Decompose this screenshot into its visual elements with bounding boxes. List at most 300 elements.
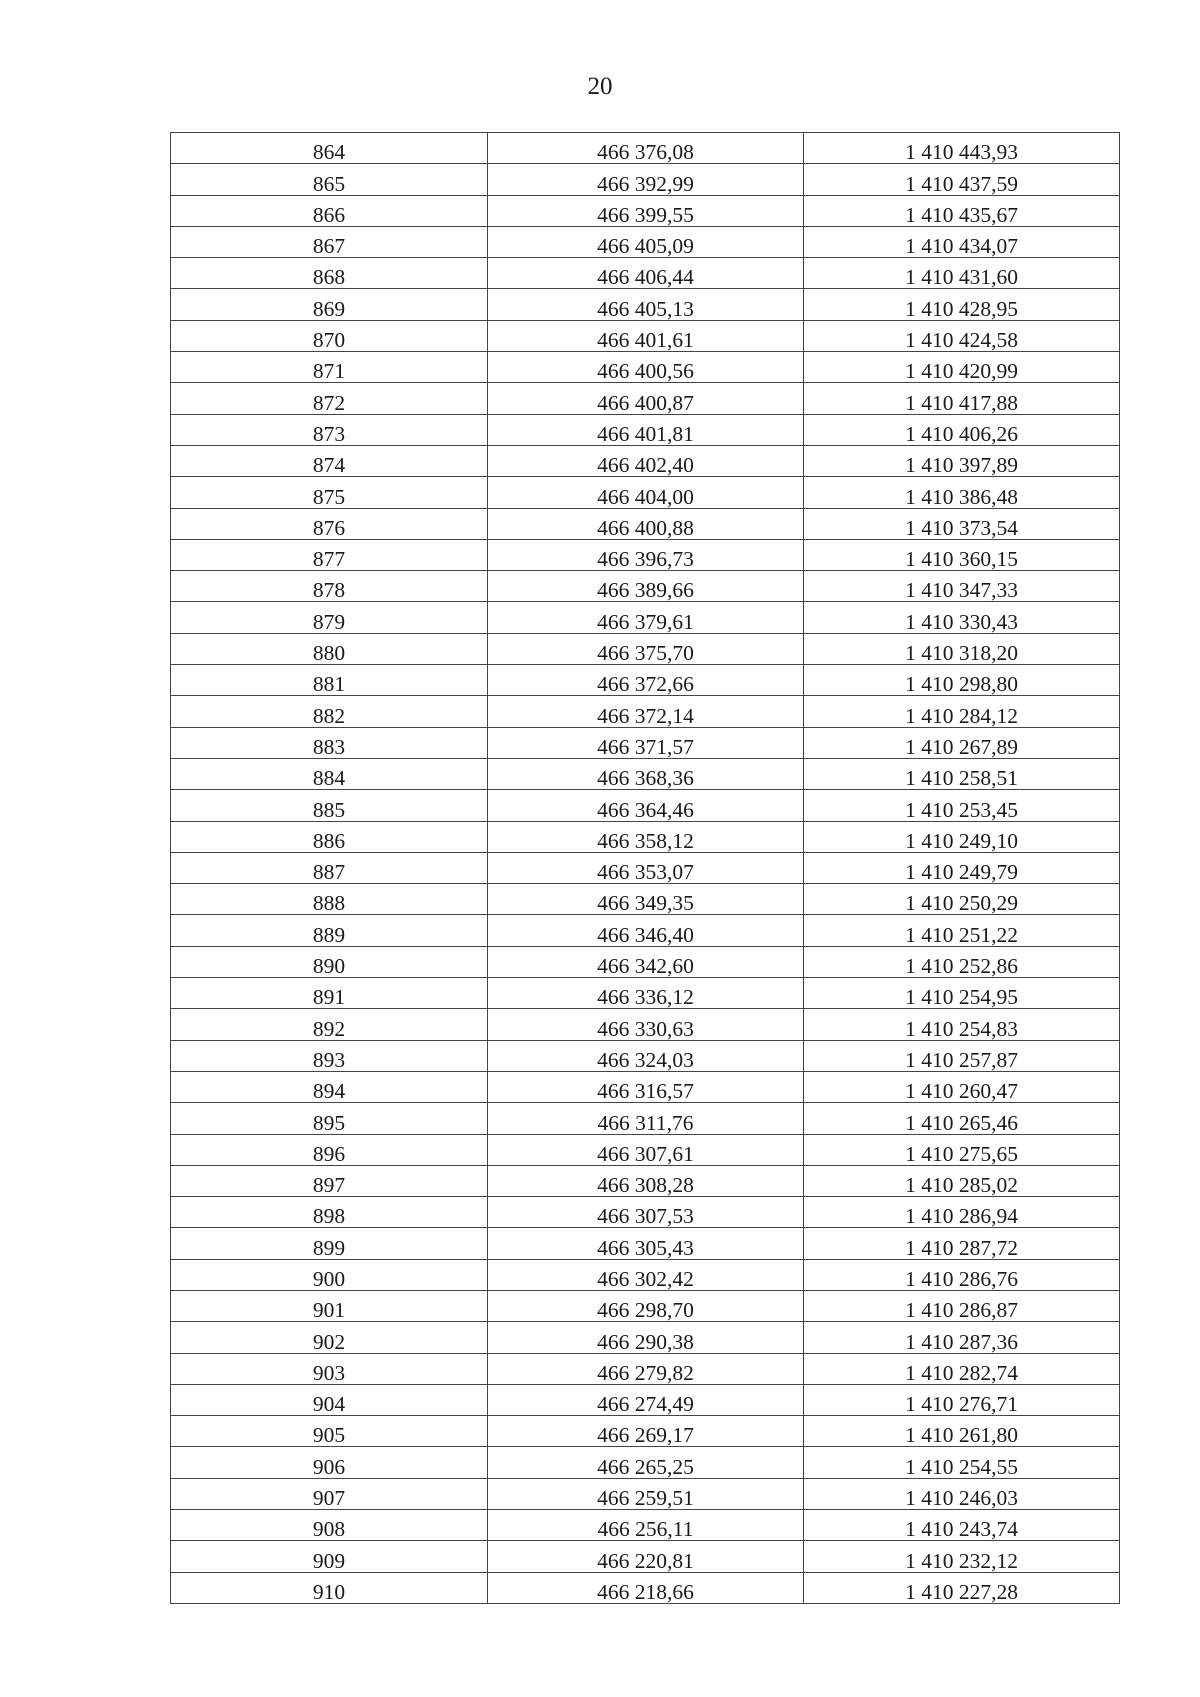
y-coordinate-text: 1 410 265,46 bbox=[905, 1110, 1018, 1135]
point-number-text: 891 bbox=[312, 985, 346, 1010]
x-coordinate-text: 466 346,40 bbox=[597, 922, 694, 947]
x-coordinate-text: 466 368,36 bbox=[597, 766, 694, 791]
y-coordinate-cell bbox=[804, 1416, 1120, 1447]
point-number-cell bbox=[171, 1259, 488, 1290]
y-coordinate-text: 1 410 251,22 bbox=[905, 922, 1018, 947]
coordinates-table-body bbox=[171, 133, 1120, 1604]
y-coordinate-cell bbox=[804, 915, 1120, 946]
x-coordinate-cell bbox=[488, 1197, 804, 1228]
x-coordinate-cell bbox=[488, 978, 804, 1009]
x-coordinate-cell bbox=[488, 1134, 804, 1165]
y-coordinate-text: 1 410 428,95 bbox=[905, 296, 1018, 321]
y-coordinate-cell bbox=[804, 1103, 1120, 1134]
point-number-cell bbox=[171, 1290, 488, 1321]
y-coordinate-text: 1 410 347,33 bbox=[905, 578, 1018, 603]
point-number-cell bbox=[171, 946, 488, 977]
table-row bbox=[171, 445, 1120, 476]
x-coordinate-text: 466 290,38 bbox=[597, 1329, 694, 1354]
point-number-text: 892 bbox=[312, 1016, 346, 1041]
table-row bbox=[171, 508, 1120, 539]
x-coordinate-cell bbox=[488, 758, 804, 789]
x-coordinate-text: 466 353,07 bbox=[597, 860, 694, 885]
y-coordinate-text: 1 410 285,02 bbox=[905, 1173, 1018, 1198]
table-row bbox=[171, 727, 1120, 758]
point-number-text: 870 bbox=[312, 328, 346, 353]
table-row bbox=[171, 320, 1120, 351]
y-coordinate-cell bbox=[804, 1165, 1120, 1196]
table-row bbox=[171, 164, 1120, 195]
point-number-text: 874 bbox=[312, 453, 346, 478]
x-coordinate-cell bbox=[488, 602, 804, 633]
point-number-cell bbox=[171, 1009, 488, 1040]
point-number-cell bbox=[171, 665, 488, 696]
point-number-text: 884 bbox=[312, 766, 346, 791]
x-coordinate-text: 466 400,56 bbox=[597, 359, 694, 384]
point-number-cell bbox=[171, 1510, 488, 1541]
y-coordinate-text: 1 410 246,03 bbox=[905, 1486, 1018, 1511]
table-row bbox=[171, 414, 1120, 445]
x-coordinate-text: 466 400,88 bbox=[597, 515, 694, 540]
point-number-text: 869 bbox=[312, 296, 346, 321]
x-coordinate-text: 466 375,70 bbox=[597, 641, 694, 666]
table-row bbox=[171, 477, 1120, 508]
x-coordinate-text: 466 399,55 bbox=[597, 202, 694, 227]
point-number-text: 876 bbox=[312, 515, 346, 540]
y-coordinate-cell bbox=[804, 1290, 1120, 1321]
table-row bbox=[171, 133, 1120, 164]
point-number-text: 907 bbox=[312, 1486, 346, 1511]
y-coordinate-text: 1 410 275,65 bbox=[905, 1141, 1018, 1166]
y-coordinate-cell bbox=[804, 1478, 1120, 1509]
y-coordinate-cell bbox=[804, 539, 1120, 570]
y-coordinate-text: 1 410 330,43 bbox=[905, 609, 1018, 634]
point-number-text: 868 bbox=[312, 265, 346, 290]
x-coordinate-cell bbox=[488, 1071, 804, 1102]
y-coordinate-text: 1 410 360,15 bbox=[905, 547, 1018, 572]
point-number-cell bbox=[171, 414, 488, 445]
point-number-cell bbox=[171, 978, 488, 1009]
y-coordinate-cell bbox=[804, 164, 1120, 195]
point-number-text: 878 bbox=[312, 578, 346, 603]
point-number-text: 902 bbox=[312, 1329, 346, 1354]
table-row bbox=[171, 1071, 1120, 1102]
x-coordinate-text: 466 358,12 bbox=[597, 828, 694, 853]
point-number-text: 872 bbox=[312, 390, 346, 415]
x-coordinate-cell bbox=[488, 414, 804, 445]
point-number-cell bbox=[171, 571, 488, 602]
point-number-text: 908 bbox=[312, 1517, 346, 1542]
point-number-cell bbox=[171, 696, 488, 727]
x-coordinate-cell bbox=[488, 633, 804, 664]
x-coordinate-cell bbox=[488, 289, 804, 320]
point-number-text: 867 bbox=[312, 234, 346, 259]
x-coordinate-cell bbox=[488, 946, 804, 977]
table-row bbox=[171, 790, 1120, 821]
point-number-text: 871 bbox=[312, 359, 346, 384]
x-coordinate-cell bbox=[488, 1447, 804, 1478]
point-number-text: 899 bbox=[312, 1235, 346, 1260]
table-row bbox=[171, 1322, 1120, 1353]
x-coordinate-text: 466 402,40 bbox=[597, 453, 694, 478]
y-coordinate-cell bbox=[804, 477, 1120, 508]
point-number-text: 875 bbox=[312, 484, 346, 509]
y-coordinate-text: 1 410 424,58 bbox=[905, 328, 1018, 353]
x-coordinate-cell bbox=[488, 1040, 804, 1071]
point-number-text: 906 bbox=[312, 1454, 346, 1479]
point-number-text: 896 bbox=[312, 1141, 346, 1166]
point-number-text: 881 bbox=[312, 672, 346, 697]
y-coordinate-cell bbox=[804, 352, 1120, 383]
point-number-cell bbox=[171, 1353, 488, 1384]
y-coordinate-cell bbox=[804, 571, 1120, 602]
point-number-text: 887 bbox=[312, 860, 346, 885]
point-number-cell bbox=[171, 539, 488, 570]
x-coordinate-cell bbox=[488, 1416, 804, 1447]
y-coordinate-text: 1 410 252,86 bbox=[905, 954, 1018, 979]
x-coordinate-text: 466 392,99 bbox=[597, 171, 694, 196]
table-row bbox=[171, 1040, 1120, 1071]
x-coordinate-cell bbox=[488, 1541, 804, 1572]
point-number-cell bbox=[171, 727, 488, 758]
x-coordinate-text: 466 371,57 bbox=[597, 734, 694, 759]
x-coordinate-cell bbox=[488, 790, 804, 821]
x-coordinate-text: 466 218,66 bbox=[597, 1579, 694, 1604]
point-number-text: 905 bbox=[312, 1423, 346, 1448]
y-coordinate-text: 1 410 386,48 bbox=[905, 484, 1018, 509]
point-number-cell bbox=[171, 1541, 488, 1572]
y-coordinate-cell bbox=[804, 1228, 1120, 1259]
x-coordinate-cell bbox=[488, 164, 804, 195]
y-coordinate-text: 1 410 282,74 bbox=[905, 1360, 1018, 1385]
point-number-cell bbox=[171, 352, 488, 383]
table-row bbox=[171, 633, 1120, 664]
y-coordinate-cell bbox=[804, 1447, 1120, 1478]
point-number-text: 898 bbox=[312, 1204, 346, 1229]
y-coordinate-text: 1 410 258,51 bbox=[905, 766, 1018, 791]
point-number-text: 885 bbox=[312, 797, 346, 822]
point-number-cell bbox=[171, 508, 488, 539]
y-coordinate-text: 1 410 434,07 bbox=[905, 234, 1018, 259]
y-coordinate-text: 1 410 267,89 bbox=[905, 734, 1018, 759]
y-coordinate-cell bbox=[804, 852, 1120, 883]
table-row bbox=[171, 978, 1120, 1009]
table-row bbox=[171, 539, 1120, 570]
point-number-cell bbox=[171, 477, 488, 508]
table-row bbox=[171, 289, 1120, 320]
x-coordinate-text: 466 256,11 bbox=[597, 1517, 694, 1542]
x-coordinate-text: 466 336,12 bbox=[597, 985, 694, 1010]
point-number-cell bbox=[171, 915, 488, 946]
point-number-cell bbox=[171, 852, 488, 883]
point-number-cell bbox=[171, 1197, 488, 1228]
point-number-cell bbox=[171, 383, 488, 414]
x-coordinate-cell bbox=[488, 445, 804, 476]
y-coordinate-cell bbox=[804, 790, 1120, 821]
point-number-cell bbox=[171, 1384, 488, 1415]
x-coordinate-text: 466 307,53 bbox=[597, 1204, 694, 1229]
x-coordinate-cell bbox=[488, 477, 804, 508]
table-row bbox=[171, 226, 1120, 257]
y-coordinate-text: 1 410 232,12 bbox=[905, 1548, 1018, 1573]
point-number-cell bbox=[171, 821, 488, 852]
y-coordinate-cell bbox=[804, 1510, 1120, 1541]
point-number-text: 909 bbox=[312, 1548, 346, 1573]
point-number-text: 883 bbox=[312, 734, 346, 759]
x-coordinate-text: 466 259,51 bbox=[597, 1486, 694, 1511]
table-row bbox=[171, 1165, 1120, 1196]
point-number-cell bbox=[171, 1478, 488, 1509]
x-coordinate-cell bbox=[488, 320, 804, 351]
table-row bbox=[171, 821, 1120, 852]
x-coordinate-text: 466 265,25 bbox=[597, 1454, 694, 1479]
x-coordinate-cell bbox=[488, 571, 804, 602]
y-coordinate-text: 1 410 435,67 bbox=[905, 202, 1018, 227]
x-coordinate-cell bbox=[488, 133, 804, 164]
y-coordinate-cell bbox=[804, 821, 1120, 852]
x-coordinate-text: 466 401,61 bbox=[597, 328, 694, 353]
point-number-text: 890 bbox=[312, 954, 346, 979]
point-number-cell bbox=[171, 1447, 488, 1478]
table-row bbox=[171, 383, 1120, 414]
x-coordinate-cell bbox=[488, 352, 804, 383]
x-coordinate-cell bbox=[488, 1103, 804, 1134]
y-coordinate-text: 1 410 287,72 bbox=[905, 1235, 1018, 1260]
y-coordinate-text: 1 410 298,80 bbox=[905, 672, 1018, 697]
y-coordinate-text: 1 410 257,87 bbox=[905, 1047, 1018, 1072]
y-coordinate-cell bbox=[804, 508, 1120, 539]
y-coordinate-cell bbox=[804, 1009, 1120, 1040]
point-number-text: 904 bbox=[312, 1392, 346, 1417]
table-row bbox=[171, 1541, 1120, 1572]
y-coordinate-cell bbox=[804, 1259, 1120, 1290]
table-row bbox=[171, 1384, 1120, 1415]
y-coordinate-cell bbox=[804, 1040, 1120, 1071]
x-coordinate-cell bbox=[488, 1290, 804, 1321]
point-number-cell bbox=[171, 1040, 488, 1071]
y-coordinate-cell bbox=[804, 884, 1120, 915]
y-coordinate-text: 1 410 254,83 bbox=[905, 1016, 1018, 1041]
x-coordinate-cell bbox=[488, 1353, 804, 1384]
point-number-cell bbox=[171, 758, 488, 789]
point-number-cell bbox=[171, 602, 488, 633]
table-row bbox=[171, 884, 1120, 915]
table-row bbox=[171, 1103, 1120, 1134]
x-coordinate-text: 466 298,70 bbox=[597, 1298, 694, 1323]
x-coordinate-text: 466 372,66 bbox=[597, 672, 694, 697]
y-coordinate-text: 1 410 406,26 bbox=[905, 421, 1018, 446]
point-number-text: 897 bbox=[312, 1173, 346, 1198]
x-coordinate-cell bbox=[488, 1009, 804, 1040]
y-coordinate-cell bbox=[804, 445, 1120, 476]
x-coordinate-text: 466 269,17 bbox=[597, 1423, 694, 1448]
x-coordinate-text: 466 376,08 bbox=[597, 140, 694, 165]
x-coordinate-text: 466 389,66 bbox=[597, 578, 694, 603]
point-number-text: 880 bbox=[312, 641, 346, 666]
y-coordinate-cell bbox=[804, 602, 1120, 633]
table-row bbox=[171, 696, 1120, 727]
table-row bbox=[171, 1009, 1120, 1040]
x-coordinate-cell bbox=[488, 1510, 804, 1541]
x-coordinate-cell bbox=[488, 539, 804, 570]
y-coordinate-cell bbox=[804, 289, 1120, 320]
y-coordinate-cell bbox=[804, 665, 1120, 696]
y-coordinate-text: 1 410 260,47 bbox=[905, 1079, 1018, 1104]
table-row bbox=[171, 1447, 1120, 1478]
table-row bbox=[171, 1197, 1120, 1228]
y-coordinate-text: 1 410 249,79 bbox=[905, 860, 1018, 885]
y-coordinate-text: 1 410 227,28 bbox=[905, 1579, 1018, 1604]
table-row bbox=[171, 195, 1120, 226]
point-number-cell bbox=[171, 320, 488, 351]
x-coordinate-text: 466 274,49 bbox=[597, 1392, 694, 1417]
point-number-text: 866 bbox=[312, 202, 346, 227]
y-coordinate-text: 1 410 437,59 bbox=[905, 171, 1018, 196]
y-coordinate-text: 1 410 420,99 bbox=[905, 359, 1018, 384]
x-coordinate-cell bbox=[488, 195, 804, 226]
point-number-cell bbox=[171, 790, 488, 821]
table-row bbox=[171, 665, 1120, 696]
x-coordinate-cell bbox=[488, 383, 804, 414]
x-coordinate-text: 466 404,00 bbox=[597, 484, 694, 509]
point-number-cell bbox=[171, 633, 488, 664]
x-coordinate-text: 466 364,46 bbox=[597, 797, 694, 822]
y-coordinate-cell bbox=[804, 1197, 1120, 1228]
point-number-text: 895 bbox=[312, 1110, 346, 1135]
point-number-text: 894 bbox=[312, 1079, 346, 1104]
x-coordinate-text: 466 311,76 bbox=[597, 1110, 694, 1135]
point-number-text: 903 bbox=[312, 1360, 346, 1385]
x-coordinate-cell bbox=[488, 727, 804, 758]
x-coordinate-cell bbox=[488, 226, 804, 257]
point-number-text: 882 bbox=[312, 703, 346, 728]
point-number-text: 900 bbox=[312, 1266, 346, 1291]
y-coordinate-text: 1 410 286,76 bbox=[905, 1266, 1018, 1291]
y-coordinate-text: 1 410 243,74 bbox=[905, 1517, 1018, 1542]
y-coordinate-text: 1 410 253,45 bbox=[905, 797, 1018, 822]
y-coordinate-text: 1 410 286,87 bbox=[905, 1298, 1018, 1323]
y-coordinate-cell bbox=[804, 1071, 1120, 1102]
point-number-text: 893 bbox=[312, 1047, 346, 1072]
x-coordinate-text: 466 342,60 bbox=[597, 954, 694, 979]
y-coordinate-text: 1 410 443,93 bbox=[905, 140, 1018, 165]
page-number: 20 bbox=[587, 73, 613, 100]
point-number-cell bbox=[171, 1071, 488, 1102]
x-coordinate-text: 466 379,61 bbox=[597, 609, 694, 634]
table-row bbox=[171, 758, 1120, 789]
x-coordinate-text: 466 349,35 bbox=[597, 891, 694, 916]
point-number-text: 889 bbox=[312, 922, 346, 947]
point-number-text: 888 bbox=[312, 891, 346, 916]
y-coordinate-cell bbox=[804, 1322, 1120, 1353]
x-coordinate-text: 466 279,82 bbox=[597, 1360, 694, 1385]
x-coordinate-text: 466 406,44 bbox=[597, 265, 694, 290]
y-coordinate-cell bbox=[804, 320, 1120, 351]
point-number-cell bbox=[171, 445, 488, 476]
x-coordinate-text: 466 330,63 bbox=[597, 1016, 694, 1041]
table-row bbox=[171, 1134, 1120, 1165]
y-coordinate-text: 1 410 284,12 bbox=[905, 703, 1018, 728]
x-coordinate-text: 466 396,73 bbox=[597, 547, 694, 572]
table-row bbox=[171, 1290, 1120, 1321]
point-number-text: 873 bbox=[312, 421, 346, 446]
table-row bbox=[171, 1572, 1120, 1603]
x-coordinate-cell bbox=[488, 1165, 804, 1196]
y-coordinate-text: 1 410 373,54 bbox=[905, 515, 1018, 540]
y-coordinate-text: 1 410 261,80 bbox=[905, 1423, 1018, 1448]
x-coordinate-text: 466 302,42 bbox=[597, 1266, 694, 1291]
y-coordinate-cell bbox=[804, 758, 1120, 789]
point-number-cell bbox=[171, 1134, 488, 1165]
x-coordinate-text: 466 324,03 bbox=[597, 1047, 694, 1072]
y-coordinate-text: 1 410 249,10 bbox=[905, 828, 1018, 853]
point-number-cell bbox=[171, 226, 488, 257]
y-coordinate-text: 1 410 250,29 bbox=[905, 891, 1018, 916]
x-coordinate-text: 466 307,61 bbox=[597, 1141, 694, 1166]
y-coordinate-text: 1 410 431,60 bbox=[905, 265, 1018, 290]
x-coordinate-cell bbox=[488, 508, 804, 539]
table-row bbox=[171, 258, 1120, 289]
point-number-cell bbox=[171, 1572, 488, 1603]
y-coordinate-cell bbox=[804, 383, 1120, 414]
point-number-cell bbox=[171, 1103, 488, 1134]
x-coordinate-cell bbox=[488, 1228, 804, 1259]
y-coordinate-cell bbox=[804, 195, 1120, 226]
x-coordinate-text: 466 401,81 bbox=[597, 421, 694, 446]
x-coordinate-cell bbox=[488, 915, 804, 946]
point-number-text: 901 bbox=[312, 1298, 346, 1323]
x-coordinate-cell bbox=[488, 1572, 804, 1603]
y-coordinate-text: 1 410 397,89 bbox=[905, 453, 1018, 478]
coordinates-table bbox=[170, 132, 1120, 1604]
y-coordinate-cell bbox=[804, 1572, 1120, 1603]
x-coordinate-text: 466 316,57 bbox=[597, 1079, 694, 1104]
y-coordinate-text: 1 410 417,88 bbox=[905, 390, 1018, 415]
x-coordinate-cell bbox=[488, 258, 804, 289]
point-number-cell bbox=[171, 1416, 488, 1447]
y-coordinate-cell bbox=[804, 1353, 1120, 1384]
point-number-cell bbox=[171, 133, 488, 164]
x-coordinate-text: 466 220,81 bbox=[597, 1548, 694, 1573]
y-coordinate-cell bbox=[804, 1541, 1120, 1572]
y-coordinate-cell bbox=[804, 696, 1120, 727]
y-coordinate-cell bbox=[804, 133, 1120, 164]
x-coordinate-cell bbox=[488, 1259, 804, 1290]
point-number-text: 877 bbox=[312, 547, 346, 572]
y-coordinate-cell bbox=[804, 633, 1120, 664]
point-number-cell bbox=[171, 195, 488, 226]
x-coordinate-text: 466 305,43 bbox=[597, 1235, 694, 1260]
x-coordinate-cell bbox=[488, 696, 804, 727]
y-coordinate-text: 1 410 286,94 bbox=[905, 1204, 1018, 1229]
y-coordinate-cell bbox=[804, 727, 1120, 758]
y-coordinate-text: 1 410 254,55 bbox=[905, 1454, 1018, 1479]
table-row bbox=[171, 1478, 1120, 1509]
x-coordinate-text: 466 405,09 bbox=[597, 234, 694, 259]
table-row bbox=[171, 1228, 1120, 1259]
point-number-cell bbox=[171, 164, 488, 195]
table-row bbox=[171, 352, 1120, 383]
y-coordinate-cell bbox=[804, 1384, 1120, 1415]
x-coordinate-cell bbox=[488, 1384, 804, 1415]
point-number-cell bbox=[171, 1228, 488, 1259]
point-number-text: 879 bbox=[312, 609, 346, 634]
point-number-cell bbox=[171, 258, 488, 289]
table-row bbox=[171, 1259, 1120, 1290]
x-coordinate-cell bbox=[488, 852, 804, 883]
x-coordinate-text: 466 308,28 bbox=[597, 1173, 694, 1198]
y-coordinate-cell bbox=[804, 946, 1120, 977]
point-number-text: 886 bbox=[312, 828, 346, 853]
